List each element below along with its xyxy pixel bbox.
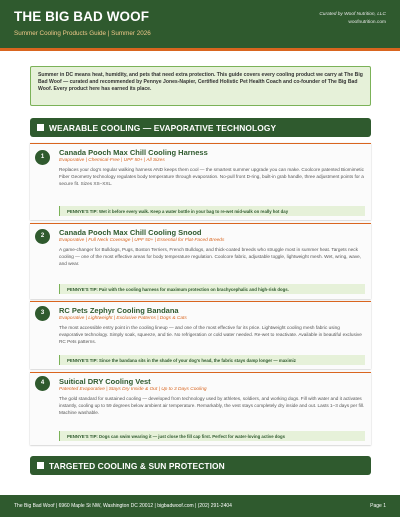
brand-title: THE BIG BAD WOOF	[14, 9, 150, 24]
product-card-4	[30, 372, 371, 445]
page-header	[0, 0, 400, 48]
product-card-1	[30, 143, 371, 220]
page-number: Page 1	[370, 503, 386, 509]
product-tags: Evaporative | Full Neck Coverage | UPF 50+ | Essential for Flat-Faced Breeds	[59, 238, 225, 243]
product-card-3	[30, 301, 371, 369]
square-bullet-icon	[37, 462, 44, 469]
footer-contact: The Big Bad Woof | 6960 Maple St NW, Washington DC 20012 | bigbadwoof.com | (202) 291-2404	[14, 503, 232, 509]
product-card-2	[30, 223, 371, 299]
product-name: Suitical DRY Cooling Vest	[59, 377, 151, 386]
product-name: RC Pets Zephyr Cooling Bandana	[59, 306, 179, 315]
section-header-wearable	[30, 118, 371, 137]
website-link[interactable]: woofnutrition.com	[348, 20, 386, 25]
product-tags: Patented Evaporative | Stays Dry Inside & Out | Up to 3 Days Cooling	[59, 387, 207, 392]
product-number-badge: 1	[35, 150, 50, 165]
section-title: WEARABLE COOLING — EVAPORATIVE TECHNOLOGY	[49, 123, 277, 133]
intro-callout: Summer in DC means heat, humidity, and pets that need extra protection. This guide covers every cooling product we carry at The Big Bad Woof — curated and recommended by Pennye Jones-Napier, Certified Holistic Pet Health Coach and co-founder of The Big Bad Woof. Every product here has earned its place.	[30, 66, 371, 106]
product-tags: Evaporative | Lightweight | Exclusive Patterns | Dogs & Cats	[59, 316, 187, 321]
pennye-tip: PENNYE'S TIP: Since the bandana sits in the shade of your dog's head, the fabric stays damp longer — maximiz	[59, 355, 365, 365]
section-header-targeted	[30, 456, 371, 475]
pennye-tip: PENNYE'S TIP: Pair with the cooling harness for maximum protection on brachycephalic and high-risk dogs.	[59, 284, 365, 294]
product-number-badge: 3	[35, 306, 50, 321]
product-description: The gold standard for sustained cooling — developed from technology used by athletes, soldiers, and working dogs. Fill with water and it activates instantly, cooling up to 59 degrees below ambient air temperature. Remarkably, the vest stays completely dry inside and out. Lasts 1–3 days per fill. Machine washable.	[59, 396, 365, 415]
product-description: A game-changer for Bulldogs, Pugs, Boston Terriers, French Bulldogs, and thick-coated breeds who struggle most in summer heat. Targets neck cooling — one of the most effective areas for body temperature regulation. Coolcore fabric, adjustable toggle, lightweight mesh. Wet, wring, wave, and wear.	[59, 247, 362, 266]
product-name: Canada Pooch Max Chill Cooling Snood	[59, 228, 202, 237]
product-number-badge: 2	[35, 229, 50, 244]
square-bullet-icon	[37, 124, 44, 131]
guide-subtitle: Summer Cooling Products Guide | Summer 2026	[14, 30, 151, 37]
product-description: Replaces your dog's regular walking harness AND keeps them cool — the smartest summer upgrade you can make. Coolcore patented Biomimetic Fiber Geometry technology regulates body temperature through evaporation. No-pull front D-ring, built-in grab handle, three adjustment points for a secure fit. Sizes XS–XXL.	[59, 167, 364, 186]
product-number-badge: 4	[35, 376, 50, 391]
product-tags: Evaporative | Chemical-Free | UPF 50+ | All Sizes	[59, 158, 165, 163]
section-title: TARGETED COOLING & SUN PROTECTION	[49, 461, 225, 471]
pennye-tip: PENNYE'S TIP: Wet it before every walk. Keep a water bottle in your bag to re-wet mid-walk on really hot day	[59, 206, 365, 216]
accent-divider	[0, 48, 400, 51]
product-name: Canada Pooch Max Chill Cooling Harness	[59, 148, 208, 157]
header-credit	[319, 11, 386, 27]
pennye-tip: PENNYE'S TIP: Dogs can swim wearing it — just close the fill cap first. Perfect for water-loving active dogs	[59, 431, 365, 441]
product-description: The most accessible entry point in the cooling lineup — and one of the most effective for its price. Lightweight cooling mesh fabric using evaporative technology. Simply soak, squeeze, and tie. No refrigeration or cold water needed. Re-wet to reactivate. Available in beautiful exclusive RC Pets patterns.	[59, 325, 362, 344]
curated-by: Curated by Woof Nutrition, LLC	[319, 12, 386, 17]
page-footer	[0, 495, 400, 517]
